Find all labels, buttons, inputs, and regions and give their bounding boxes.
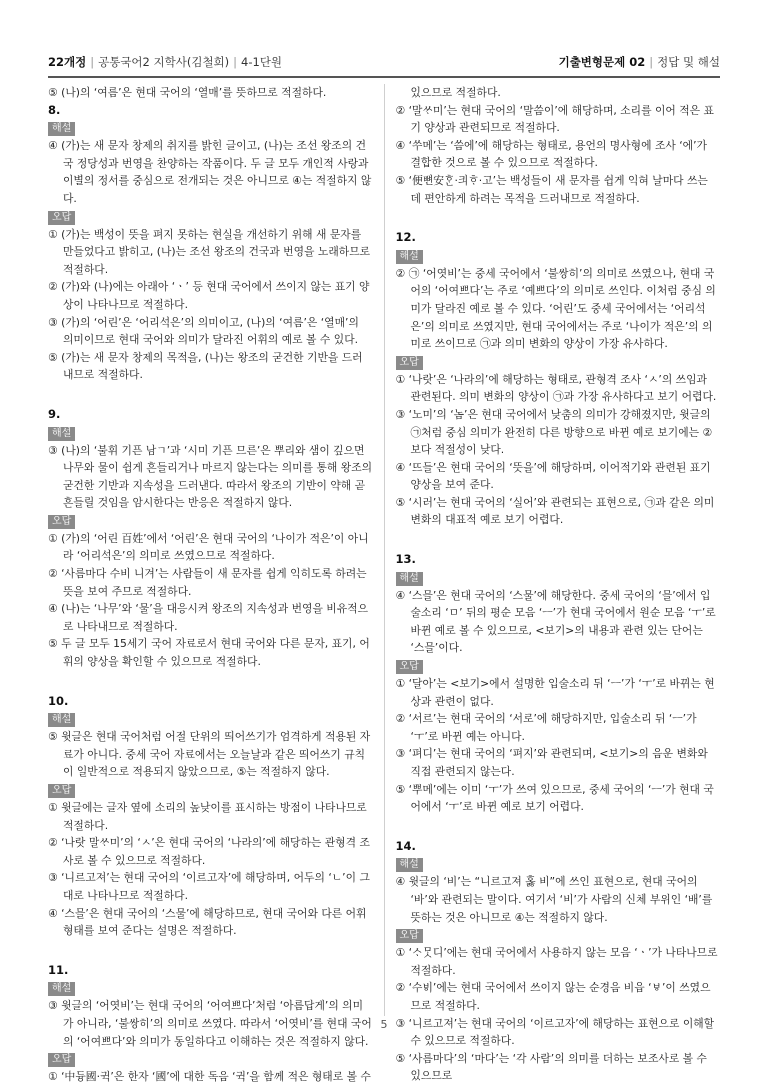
answer-item: ④ ‘스믈’은 현대 국어의 ‘스물’에 해당하므로, 현대 국어와 다른 어휘 형태를 보여 준다는 설명은 적절하다.: [48, 906, 367, 938]
label-row: [396, 569, 721, 587]
answer-item: ⑤ 윗글은 현대 국어처럼 어절 단위의 띄어쓰기가 엄격하게 적용된 자료가 아니다. 중세 국어 자료에서는 오늘날과 같은 띄어쓰기 규칙이 일반적으로 적용되지 않았으므로, ⑤는 적절하지 않다.: [48, 730, 371, 779]
question-number: 13.: [395, 552, 416, 567]
answer-item: ⑤ 두 글 모두 15세기 국어 자료로서 현대 국어와 다른 문자, 표기, 어휘의 양상을 확인할 수 있으므로 적절하다.: [48, 637, 370, 669]
course-label: 공통국어2 지학사(김철희): [98, 55, 230, 69]
answer-item: ③ (나)의 ‘불휘 기픈 남ㄱ’과 ‘시미 기픈 므른’은 뿌리와 샘이 깊으면 나무와 물이 쉽게 흔들리거나 마르지 않는다는 의미를 통해 왕조의 굳건한 기반과 지속성을 드러낸다. 따라서 왕조의 기반이 약해 곧 흔들릴 것임을 암시한다는 반응은 적절하지 않다.: [48, 443, 373, 510]
question-number: 10.: [48, 693, 69, 708]
answer-item: ④ 윗글의 ‘비’는 “니르고져 홇 비”에 쓰인 표현으로, 현대 국어의 ‘바’와 관련되는 말이다. 여기서 ‘비’가 사람의 신체 부위인 ‘배’를 뜻하는 것은 아니므로 ④는 적절하지 않다.: [395, 875, 713, 924]
answer-item: ③ ‘펴디’는 현대 국어의 ‘펴지’와 관련되며, <보기>의 음운 변화와 직접 관련되지 않는다.: [395, 747, 708, 778]
label-row: [48, 424, 373, 442]
answer-item: ⑤ ‘便뼌安ᄒᆞᆫ·킈ᄒᆞ·고’는 백성들이 새 문자를 쉽게 익혀 날마다 쓰는 데 편안하게 하려는 목적을 드러내므로 적절하다.: [395, 173, 708, 205]
answer-item: ① ‘달아’는 <보기>에서 설명한 입술소리 뒤 ‘ㅡ’가 ‘ㅜ’로 바뀌는 현상과 관련이 없다.: [395, 677, 715, 708]
header-divider: |: [649, 55, 654, 69]
label-row: [48, 512, 373, 530]
answer-item: ⑤ (나)의 ‘여름’은 현대 국어의 ‘열매’를 뜻하므로 적절하다.: [48, 86, 327, 99]
left-column: [48, 84, 384, 1084]
section-title: 기출변형문제 02: [558, 55, 646, 69]
question-number: 8.: [48, 102, 61, 117]
answer-item: ① (가)의 ‘어린 百姓’에서 ‘어린’은 현대 국어의 ‘나이가 적은’이 아니라 ‘어리석은’의 의미로 쓰였으므로 적절하다.: [48, 531, 369, 563]
section-gap: [396, 207, 721, 229]
explanation-tag: 해설: [396, 250, 423, 264]
label-row: [48, 208, 373, 226]
answer-item: ③ ‘니르고져’는 현대 국어의 ‘이르고자’에 해당하며, 어두의 ‘ㄴ’이 그대로 나타나므로 적절하다.: [48, 871, 370, 902]
explanation-tag: 해설: [396, 858, 423, 872]
unit-label: 4-1단원: [241, 55, 283, 69]
header-right: [559, 54, 720, 70]
section-gap: [396, 529, 721, 551]
explanation-tag: 해설: [396, 572, 423, 586]
answer-item: ④ (나)는 ‘나무’와 ‘물’을 대응시켜 왕조의 지속성과 번영을 비유적으로 나타내므로 적절하다.: [48, 602, 369, 633]
answer-item: ③ (가)의 ‘어린’은 ‘어리석은’의 의미이고, (나)의 ‘여름’은 ‘열매’의 의미이므로 현대 국어와 의미가 달라진 어휘의 예로 볼 수 있다.: [48, 315, 359, 347]
section-gap: [48, 940, 373, 962]
question-number: 9.: [48, 406, 61, 421]
answer-item: ② ‘서르’는 현대 국어의 ‘서로’에 해당하지만, 입술소리 뒤 ‘ㅡ’가 ‘ㅜ’로 바뀐 예는 아니다.: [395, 712, 697, 743]
answer-columns: [48, 84, 720, 1084]
explanation-tag: 해설: [48, 713, 75, 727]
label-row: [396, 353, 721, 371]
answer-item: ⑤ ‘사름마다’의 ‘마다’는 ‘각 사람’의 의미를 더하는 보조사로 볼 수 있으므로: [395, 1051, 707, 1083]
wrong-answer-tag: 오답: [396, 356, 423, 370]
wrong-answer-tag: 오답: [48, 515, 75, 529]
question-number: 11.: [48, 962, 69, 977]
answer-item: ② ‘수ᄫᅵ’에는 현대 국어에서 쓰이지 않는 순경음 비읍 ‘ㅸ’이 쓰였으므로 적절하다.: [395, 981, 711, 1012]
wrong-answer-tag: 오답: [396, 929, 423, 943]
right-column: [384, 84, 721, 1083]
answer-item: ④ ‘스믈’은 현대 국어의 ‘스물’에 해당한다. 중세 국어의 ‘믈’에서 입술소리 ‘ㅁ’ 뒤의 평순 모음 ‘ㅡ’가 현대 국어에서 원순 모음 ‘ㅜ’로 바뀐 예로 볼 수 있으므로, <보기>의 내용과 관련 있는 단어는 ‘스믈’이다.: [395, 588, 716, 655]
answer-item: ③ ‘니르고져’는 현대 국어의 ‘이르고자’에 해당하는 표현으로 이해할 수 있으므로 적절하다.: [395, 1016, 715, 1048]
section-gap: [48, 384, 373, 406]
explanation-tag: 해설: [48, 427, 75, 441]
label-row: [48, 1050, 373, 1068]
page-header: [48, 48, 720, 70]
label-row: [396, 926, 721, 944]
answer-item: ② ‘나랏 말ᄊᆞ미’의 ‘ㅅ’은 현대 국어의 ‘나라의’에 해당하는 관형격 조사로 볼 수 있으므로 적절하다.: [48, 836, 370, 867]
question-number: 14.: [395, 838, 416, 853]
label-row: [396, 247, 721, 265]
question-number: 12.: [395, 230, 416, 245]
page-number: 5: [380, 1018, 388, 1031]
edition-label: 22개정: [48, 55, 87, 69]
explanation-tag: 해설: [48, 122, 75, 136]
answer-item: ② (가)와 (나)에는 아래아 ‘ㆍ’ 등 현대 국어에서 쓰이지 않는 표기 양상이 나타나므로 적절하다.: [48, 280, 370, 311]
wrong-answer-tag: 오답: [48, 1053, 75, 1067]
header-divider: |: [233, 55, 238, 69]
explanation-tag: 해설: [48, 982, 75, 996]
wrong-answer-tag: 오답: [48, 784, 75, 798]
header-divider: |: [90, 55, 95, 69]
label-row: [48, 119, 373, 137]
answer-item: ③ ‘노미’의 ‘놈’은 현대 국어에서 낮춤의 의미가 강해졌지만, 윗글의 ㉠처럼 중심 의미가 완전히 다른 방향으로 바뀐 예로 보기에는 ②보다 적절성이 낮다.: [395, 407, 713, 457]
wrong-answer-tag: 오답: [48, 211, 75, 225]
answer-item: ⑤ (가)는 새 문자 창제의 목적을, (나)는 왕조의 굳건한 기반을 드러내므로 적절하다.: [48, 350, 363, 382]
answer-item: ⑤ ‘뿌메’에는 이미 ‘ㅜ’가 쓰여 있으므로, 중세 국어의 ‘ㅡ’가 현대 국어에서 ‘ㅜ’로 바뀐 예로 보기 어렵다.: [395, 782, 714, 814]
answer-item: ① (가)는 백성이 뜻을 펴지 못하는 현실을 개선하기 위해 새 문자를 만들었다고 밝히고, (나)는 조선 왕조의 건국과 번영을 노래하므로 적절하다.: [48, 227, 371, 276]
answer-item: ⑤ ‘시러’는 현대 국어의 ‘실어’와 관련되는 표현으로, ㉠과 같은 의미 변화의 대표적 예로 보기 어렵다.: [395, 495, 715, 527]
section-gap: [396, 816, 721, 838]
label-row: [48, 710, 373, 728]
answer-item: ① ‘中듕國·귁’은 한자 ‘國’에 대한 독음 ‘귁’을 함께 적은 형태로 볼 수: [48, 1070, 371, 1084]
answer-item: ④ ‘쑤메’는 ‘씀에’에 해당하는 형태로, 용언의 명사형에 조사 ‘에’가 결합한 것으로 볼 수 있으므로 적절하다.: [395, 138, 707, 170]
label-row: [396, 855, 721, 873]
answer-item: ① 윗글에는 글자 옆에 소리의 높낮이를 표시하는 방점이 나타나므로 적절하다.: [48, 801, 367, 832]
answer-item: ① ‘나랏’은 ‘나라의’에 해당하는 형태로, 관형격 조사 ‘ㅅ’의 쓰임과 관련된다. 의미 변화의 양상이 ㉠과 가장 유사하다고 보기 어렵다.: [395, 372, 717, 404]
answer-item: ② ‘사름마다 수비 니겨’는 사람들이 새 문자를 쉽게 익히도록 하려는 뜻을 보여 주므로 적절하다.: [48, 567, 367, 598]
header-left: [48, 54, 282, 70]
answer-item: ① ‘ᄉᆞᄆᆞᆺ디’에는 현대 국어에서 사용하지 않는 모음 ‘ㆍ’가 나타나므로 적절하다.: [395, 946, 718, 977]
answer-item: ③ 윗글의 ‘어엿비’는 현대 국어의 ‘어여쁘다’처럼 ‘아름답게’의 의미가 아니라, ‘불쌍히’의 의미로 쓰였다. 따라서 ‘어엿비’를 현대 국어의 ‘어여쁘다’와 의미가 동일하다고 이해하는 것은 적절하지 않다.: [48, 999, 372, 1048]
section-subtitle: 정답 및 해설: [657, 55, 720, 69]
answer-item: ② ㉠ ‘어엿비’는 중세 국어에서 ‘불쌍히’의 의미로 쓰였으나, 현대 국어의 ‘어여쁘다’는 주로 ‘예쁘다’의 의미로 쓰인다. 이처럼 중심 의미가 달라진 예로 볼 수 있다. ‘어린’도 중세 국어에서는 ‘어리석은’의 의미로 쓰였지만, 현대 국어에서는 주로 ‘나이가 적은’의 의미로 쓰이므로 ㉠과 의미 변화의 양상이 가장 유사하다.: [395, 266, 716, 351]
section-gap: [48, 671, 373, 693]
answer-item: ④ ‘뜨들’은 현대 국어의 ‘뜻을’에 해당하며, 이어적기와 관련된 표기 양상을 보여 준다.: [395, 460, 711, 492]
header-rule: [48, 76, 720, 78]
answer-item: ② ‘말ᄊᆞ미’는 현대 국어의 ‘말씀이’에 해당하며, 소리를 이어 적은 표기 양상과 관련되므로 적절하다.: [395, 103, 714, 135]
answer-item-continuation: 있으므로 적절하다.: [410, 86, 501, 99]
label-row: [48, 979, 373, 997]
wrong-answer-tag: 오답: [396, 660, 423, 674]
label-row: [396, 657, 721, 675]
label-row: [48, 781, 373, 799]
answer-item: ④ (가)는 새 문자 창제의 취지를 밝힌 글이고, (나)는 조선 왕조의 건국 정당성과 번영을 찬양하는 작품이다. 두 글 모두 개인적 사랑과 이별의 정서를 중심으로 전개되는 것은 아니므로 ④는 적절하지 않다.: [48, 139, 372, 205]
